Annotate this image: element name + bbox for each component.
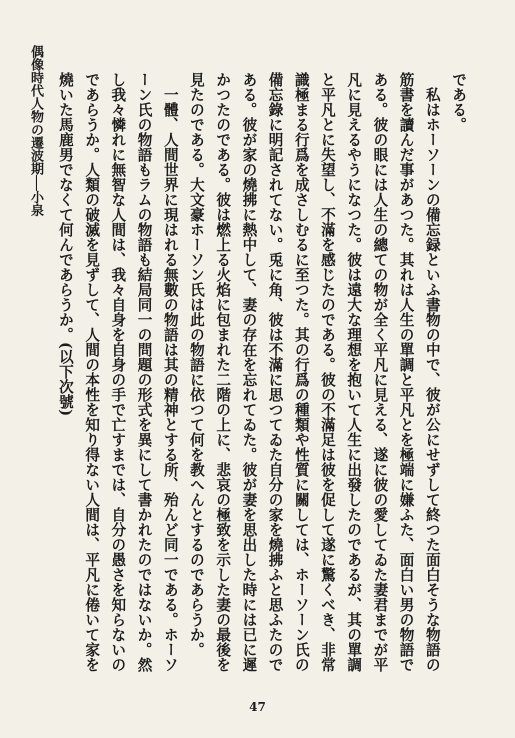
page-number: 47 [249,700,266,714]
body-text [51,72,471,682]
paragraph: 一體、人間世界に現はれる無數の物語は其の精神とする所、殆んど同一である。ホーソーン氏の物語もラムの物語も結局同一の問題の形式を異にして書かれたのではないか。然し我々憐れに無智な人間は、我々自身を自身の手で亡すまでは、自分の愚さを知らないのであらうか。人類の破滅を見ずして、人間の本性を知り得ない人間は、平凡に倦いて家を燒いた馬鹿男でなくて何んであらうか。(以下次號) [56,72,179,672]
paragraph: である。 [450,72,467,132]
paragraph: 私はホーソーンの備忘録といふ書物の中で、彼が公にせずして終つた面白そうな物語の筋書を讀んだ事があつた。其れは人生の單調と平凡とを極端に嫌ふた、面白い男の物語である。彼の眼には人生の總ての物が全く平凡に見える、遂に彼の愛してゐた妻君までが平凡に見えるやうになつた。彼は遠大な理想を抱いて人生に出發したのであるが、其の單調と平凡とに失望し、不滿を感じたのである。彼の不滿足は彼を促して遂に驚くべき、非常識極まる行爲を成さしむるに至つた。其の行爲の種類や性質に關しては、ホーソーン氏の備忘錄に明記されてない。兎に角、彼は不滿に思つてゐた自分の家を燒拂ふと思ふたのである。彼が家の燒拂に熱中して、妻の存在を忘れてゐた。彼が妻を思出した時には已に遲かつたのである。彼は燃上る火焰に包まれた二階の上に、悲哀の極致を示した妻の最後を見たのである。大文豪ホーソン氏は此の物語に依つて何を教へんとするのであらうか。 [187,72,441,672]
running-header: 偶像時代人物の遷波期──小泉 [28,45,43,217]
